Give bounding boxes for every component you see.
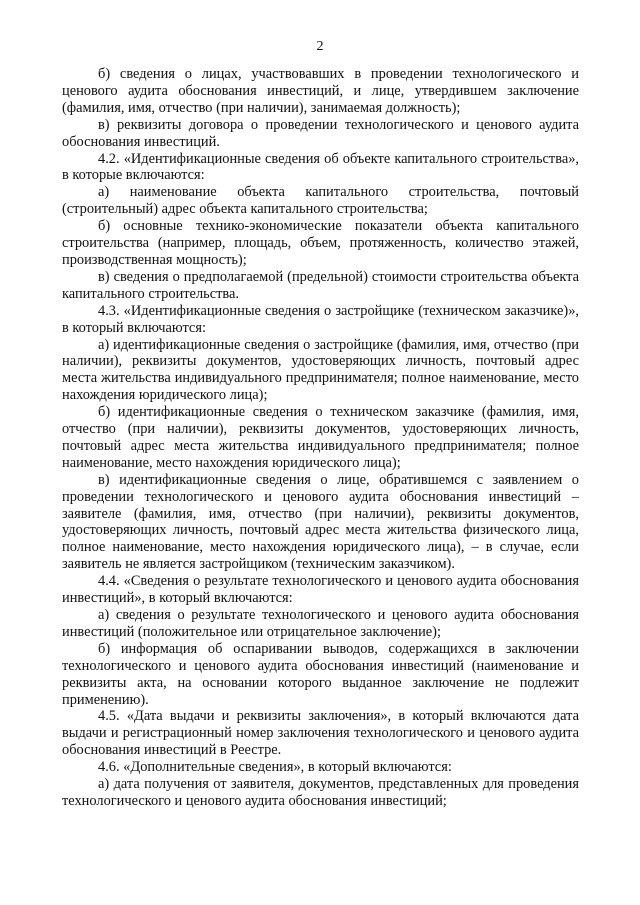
page-number: 2 bbox=[316, 39, 324, 54]
paragraph-4-4-b: б) информация об оспаривании выводов, содержащихся в заключении технологического и ценового аудита обоснования инвестиций (наименование и реквизиты акта, на основании которого выданное заключение не подлежит применению). bbox=[62, 640, 579, 708]
paragraph-4-2-a: а) наименование объекта капитального строительства, почтовый (строительный) адрес объекта капитального строительства; bbox=[62, 184, 579, 218]
paragraph-1b-auditors: б) сведения о лицах, участвовавших в проведении технологического и ценового аудита обоснования инвестиций, и лице, утвердившем заключение (фамилия, имя, отчество (при наличии), занимаемая должность); bbox=[62, 66, 579, 116]
paragraph-4-6-a: а) дата получения от заявителя, документов, представленных для проведения технологического и ценового аудита обоснования инвестиций; bbox=[62, 776, 579, 809]
document-body bbox=[62, 66, 579, 810]
paragraph-4-2-heading: 4.2. «Идентификационные сведения об объекте капитального строительства», в которые включаются: bbox=[62, 150, 579, 184]
paragraph-4-3-a: а) идентификационные сведения о застройщике (фамилия, имя, отчество (при наличии), реквизиты документов, удостоверяющих личность, почтовый адрес места жительства индивидуального предпринимателя; полное наименование, место нахождения юридического лица); bbox=[62, 336, 579, 404]
paragraph-4-6-heading: 4.6. «Дополнительные сведения», в который включаются: bbox=[98, 759, 452, 776]
paragraph-4-3-v: в) идентификационные сведения о лице, обратившемся с заявлением о проведении технологического и ценового аудита обоснования инвестиций – заявителе (фамилия, имя, отчество (при наличии), реквизиты документов, удостоверяющих личность, почтовый адрес места жительства физического лица, полное наименование, место нахождения юридического лица), – в случае, если заявитель не является застройщиком (техническим заказчиком). bbox=[62, 471, 579, 573]
paragraph-4-4-a: а) сведения о результате технологического и ценового аудита обоснования инвестиций (положительное или отрицательное заключение); bbox=[62, 607, 579, 640]
paragraph-4-2-v: в) сведения о предполагаемой (предельной) стоимости строительства объекта капитального строительства. bbox=[62, 268, 579, 302]
paragraph-4-4-heading: 4.4. «Сведения о результате технологического и ценового аудита обоснования инвестиций», в который включаются: bbox=[62, 573, 579, 607]
paragraph-4-2-b: б) основные технико-экономические показатели объекта капитального строительства (например, площадь, объем, протяженность, количество этажей, производственная мощность); bbox=[62, 218, 579, 268]
paragraph-1v-contract: в) реквизиты договора о проведении технологического и ценового аудита обоснования инвестиций. bbox=[62, 116, 579, 150]
paragraph-4-3-heading: 4.3. «Идентификационные сведения о застройщике (техническом заказчике)», в который включаются: bbox=[62, 302, 579, 336]
paragraph-4-3-b: б) идентификационные сведения о техническом заказчике (фамилия, имя, отчество (при наличии), реквизиты документов, удостоверяющих личность, почтовый адрес места жительства индивидуального предпринимателя; полное наименование, место нахождения юридического лица); bbox=[62, 404, 579, 471]
paragraph-4-5: 4.5. «Дата выдачи и реквизиты заключения», в который включаются дата выдачи и регистрационный номер заключения технологического и ценового аудита обоснования инвестиций в Реестре. bbox=[62, 708, 579, 759]
